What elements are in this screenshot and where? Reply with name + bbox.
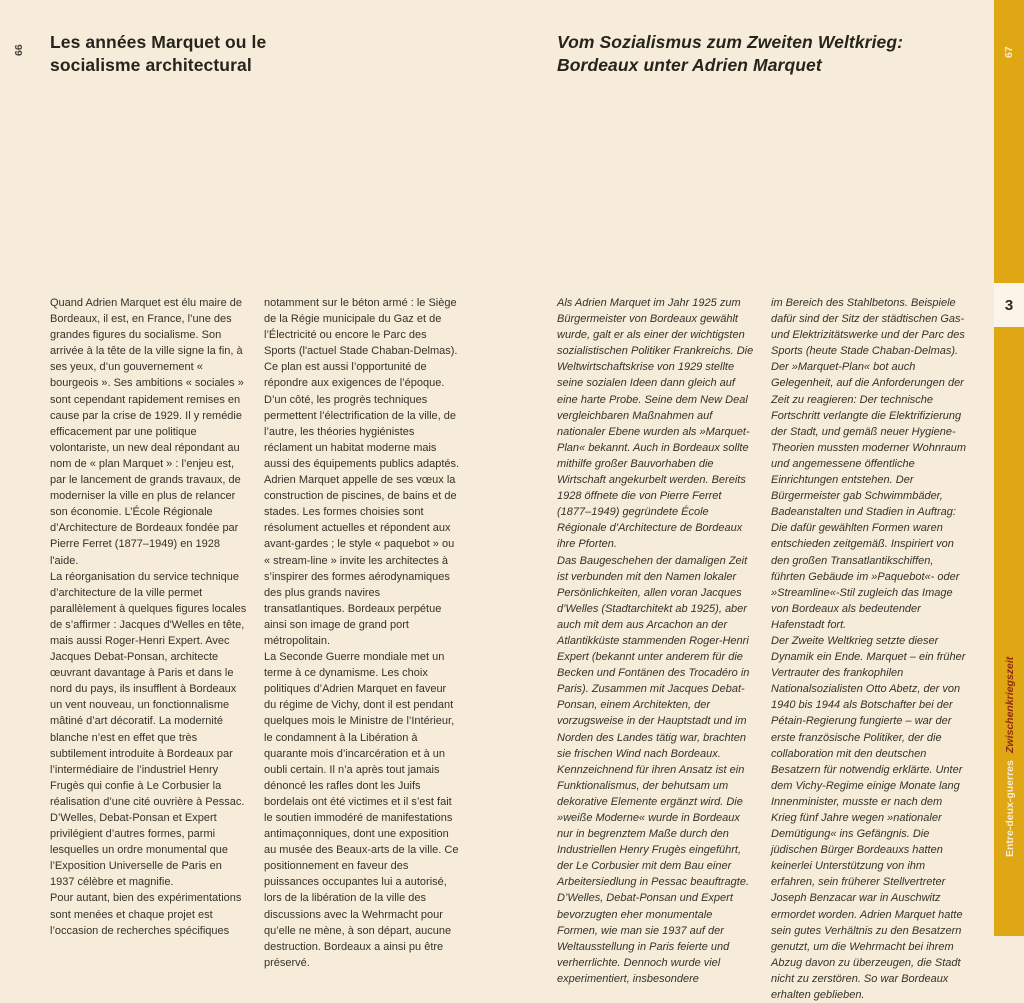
chapter-number-tab <box>994 283 1024 327</box>
page-title-right-line2: Bordeaux unter Adrien Marquet <box>557 55 822 75</box>
paragraph: Das Baugeschehen der damaligen Zeit ist verbunden mit den Namen lokaler Persönlichkeiten, allen voran Jacques d’Welles (Stadtarchitekt ab 1925), aber auch mit dem aus Arcachon an der Atlantikküste stammenden Roger-Henri Expert (bekannt unter anderem für die Becken und Fontänen des Trocadéro in Paris). Zusammen mit Jacques Debat-Ponsan, einem Architekten, der vorzugsweise in der Hauptstadt und im Norden des Landes tätig war, brachten sie frischen Wind nach Bordeaux. Kennzeichnend für ihren Ansatz ist ein Funktionalismus, der behutsam um dekorative Elemente ergänzt wird. Die »weiße Moderne« wurde in Bordeaux nur in begrenztem Maße durch den Industriellen Henry Frugès eingeführt, der Le Corbusier mit dem Bau einer Arbeitersiedlung in Pessac beauftragte. D’Welles, Debat-Ponsan und Expert bevorzugten eher monumentale Formen, wie man sie 1937 auf der Weltausstellung in Paris feierte und verherrlichte. Dennoch wurde viel experimentiert, insbesondere <box>557 554 750 985</box>
paragraph: notamment sur le béton armé : le Siège de la Régie municipale du Gaz et de l’Électricité ou encore le Parc des Sports (l'actuel Stade Chaban-Delmas). <box>264 297 458 358</box>
text-column-french-2 <box>264 295 461 971</box>
chapter-label-french: Entre-deux-guerres <box>1004 760 1016 857</box>
paragraph: La Seconde Guerre mondiale met un terme à ce dynamisme. Les choix politiques d’Adrien Marquet en faveur du régime de Vichy, dont il est pendant quelques mois le Ministre de l’Intérieur, le condamnent à la Libération à quarante mois d’incarcération et à un oubli certain. Il n’a après tout jamais dénoncé les rafles dont les Juifs bordelais ont été victimes et il s’est fait le soutien immodéré de manifestations antimaçonniques, dont une exposition au musée des Beaux-arts de la ville. Ce positionnement en faveur des puissances occupantes lui a autorisé, lors de la libération de la ville des discussions avec la Wehrmacht pour qu’elle ne mène, à son départ, aucune destruction. Bordeaux a ainsi pu être préservé. <box>264 651 459 969</box>
page-number-left: 66 <box>13 44 25 56</box>
page-title-right-line1: Vom Sozialismus zum Zweiten Weltkrieg: <box>557 32 904 52</box>
page-title-left-line2: socialisme architectural <box>50 55 252 75</box>
paragraph: La réorganisation du service technique d’architecture de la ville permet parallèlement à quelques figures locales de s’affirmer : Jacques d'Welles en tête, mais aussi Roger-Henri Expert. Avec Jacques Debat-Ponsan, architecte œuvrant davantage à Paris et dans le nord du pays, ils insufflent à Bordeaux un vent nouveau, un fonctionnalisme mâtiné d’art décoratif. La modernité blanche n’est en effet que très subtilement introduite à Bordeaux par l’intermédiaire de l’industriel Henry Frugès qui confie à Le Corbusier la réalisation d’une cité ouvrière à Pessac. D’Welles, Debat-Ponsan et Expert privilégient d’autres formes, parmi lesquelles un ordre monumental que l’Exposition Universelle de Paris en 1937 célèbre et magnifie. <box>50 570 247 889</box>
paragraph: Als Adrien Marquet im Jahr 1925 zum Bürgermeister von Bordeaux gewählt wurde, galt er als einer der wichtigsten sozialistischen Politiker Frankreichs. Die Weltwirtschaftskrise von 1929 stellte seine sozialen Ideen dann gleich auf eine harte Probe. Seine dem New Deal vergleichbaren Maßnahmen auf nationaler Ebene wurden als »Marquet-Plan« bekannt. Auch in Bordeaux sollte mithilfe großer Bauvorhaben die Wirtschaft angekurbelt werden. Bereits 1928 öffnete die von Pierre Ferret (1877–1949) gegründete École Régionale d’Architecture de Bordeaux ihre Pforten. <box>557 297 754 551</box>
text-column-french-1 <box>50 295 247 939</box>
paragraph: Der »Marquet-Plan« bot auch Gelegenheit, auf die Anforderungen der Zeit zu reagieren: Der technische Fortschritt verlangte die Elektrifizierung der Stadt, und gemäß neuer Hygiene-Theorien mussten moderner Wohnraum und angemessene öffentliche Einrichtungen entstehen. Der Bürgermeister gab Schwimmbäder, Badeanstalten und Stadien in Auftrag: Die dafür gewählten Formen waren entschieden zeitgemäß. Inspiriert von den großen Transatlantikschiffen, führten Gebäude im »Paquebot«- oder »Streamline«-Stil zugleich das Image von Bordeaux als bedeutender Hafenstadt fort. <box>771 361 967 631</box>
paragraph: Pour autant, bien des expérimentations sont menées et chaque projet est l’occasion de recherches spécifiques <box>50 892 242 937</box>
page-title-right <box>557 31 903 77</box>
text-column-german-2 <box>771 295 968 1003</box>
page-number-right: 67 <box>1003 46 1015 58</box>
chapter-band <box>994 0 1024 936</box>
text-column-german-1 <box>557 295 754 987</box>
chapter-number: 3 <box>1004 296 1014 314</box>
chapter-label-german: Zwischenkriegszeit <box>1004 656 1016 753</box>
paragraph: Quand Adrien Marquet est élu maire de Bordeaux, il est, en France, l’une des grandes figures du socialisme. Son arrivée à la tête de la ville signe la fin, à ses yeux, d’un gouvernement « bourgeois ». Ses ambitions « sociales » sont cependant rapidement remises en cause par la crise de 1929. Il y remédie efficacement par une politique volontariste, un new deal répondant au nom de « plan Marquet » : l’enjeu est, par le lancement de grands travaux, de moderniser la ville en plus de relancer son économie. L’École Régionale d’Architecture de Bordeaux fondée par Pierre Ferret (1877–1949) en 1928 l'aide. <box>50 297 244 567</box>
page-title-left-line1: Les années Marquet ou le <box>50 32 267 52</box>
paragraph: Der Zweite Weltkrieg setzte dieser Dynamik ein Ende. Marquet – ein früher Vertrauter des frankophilen Nationalsozialisten Otto Abetz, der von 1940 bis 1944 als Botschafter bei der Pétain-Regierung fungierte – war der erste französische Politiker, der die collaboration mit den deutschen Besatzern für notwendig erklärte. Unter dem Vichy-Regime einige Monate lang Innenminister, musste er nach dem Krieg fünf Jahre wegen »nationaler Demütigung« ins Gefängnis. Die jüdischen Bürger Bordeauxs hatten keinerlei Unterstützung von ihm erfahren, sein früherer Stellvertreter Joseph Benzacar war in Auschwitz ermordet worden. Adrien Marquet hatte sein gutes Verhältnis zu den Besatzern genutzt, um die Wehrmacht bei ihrem Abzug davon zu überzeugen, die Stadt nicht zu zerstören. So war Bordeaux erhalten geblieben. <box>771 634 966 1002</box>
paragraph: Ce plan est aussi l’opportunité de répondre aux exigences de l’époque. D’un côté, les progrès techniques permettent l’électrification de la ville, de l’autre, les théories hygiénistes réclament un habitat moderne mais aussi des équipements publics adaptés. Adrien Marquet appelle de ses vœux la construction de piscines, de bains et de stades. Les formes choisies sont résolument actuelles et répondent aux avant-gardes ; le style « paquebot » ou « stream-line » invite les architectes à s’inspirer des formes aérodynamiques des plus grands navires transatlantiques. Bordeaux perpétue ainsi son image de grand port métropolitain. <box>264 361 460 647</box>
paragraph: im Bereich des Stahlbetons. Beispiele dafür sind der Sitz der städtischen Gas- und Elektrizitätswerke und der Parc des Sports (heute Stade Chaban-Delmas). <box>771 297 965 358</box>
page-title-left <box>50 31 266 77</box>
